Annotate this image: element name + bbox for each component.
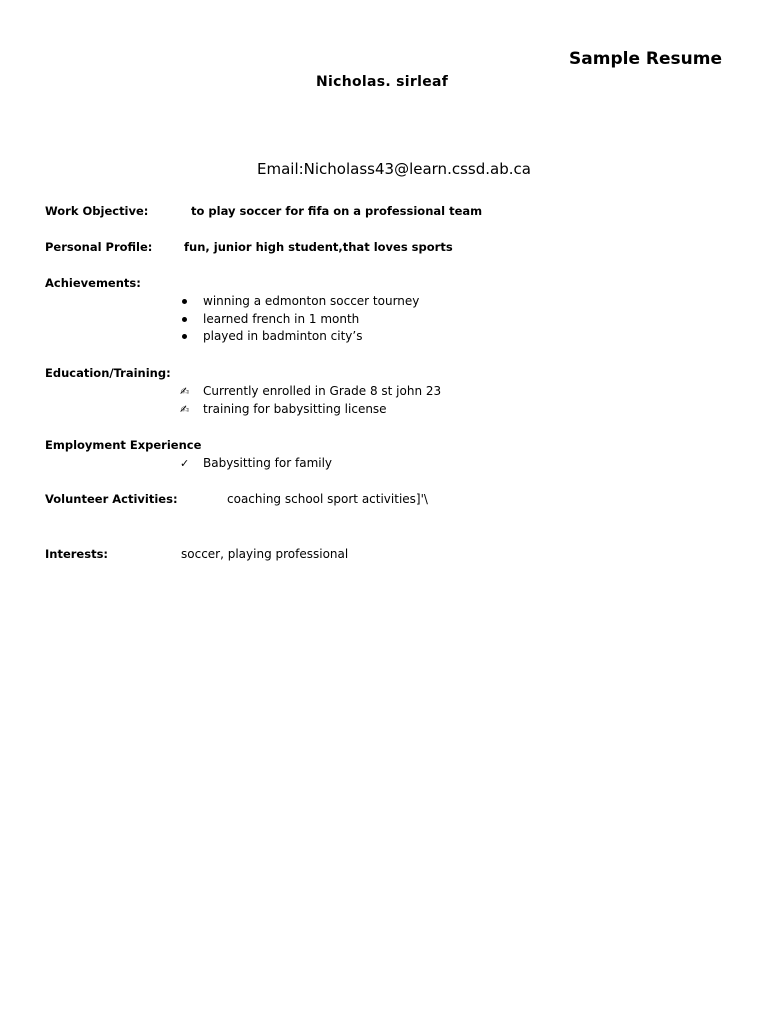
- education-label: Education/Training:: [45, 366, 171, 380]
- checkmark-icon: ✓: [180, 456, 190, 470]
- writing-hand-icon: ✍: [180, 402, 190, 416]
- interests-label: Interests:: [45, 547, 109, 561]
- personal-profile-value: fun, junior high student,that loves sports: [184, 240, 453, 254]
- education-item: [180, 384, 441, 398]
- education-item: [180, 402, 387, 416]
- bullet-icon: [182, 317, 187, 322]
- education-text: Currently enrolled in Grade 8 st john 23: [203, 384, 442, 398]
- achievement-text: winning a edmonton soccer tourney: [203, 294, 420, 308]
- achievement-item: [180, 294, 419, 308]
- document-title: Sample Resume: [569, 49, 722, 69]
- personal-profile-label: Personal Profile:: [45, 240, 153, 254]
- employment-label: Employment Experience: [45, 438, 202, 452]
- email-address: Email:Nicholass43@learn.cssd.ab.ca: [257, 160, 531, 178]
- interests-value: soccer, playing professional: [181, 547, 349, 561]
- achievements-label: Achievements:: [45, 276, 141, 290]
- bullet-icon: [182, 334, 187, 339]
- volunteer-label: Volunteer Activities:: [45, 492, 178, 506]
- employment-item: [180, 456, 332, 470]
- achievement-item: [180, 312, 359, 326]
- volunteer-value: coaching school sport activities]'\: [227, 492, 428, 506]
- candidate-name: Nicholas. sirleaf: [316, 74, 449, 90]
- work-objective-value: to play soccer for fifa on a professional team: [191, 204, 483, 218]
- bullet-icon: [182, 299, 187, 304]
- achievement-text: played in badminton city’s: [203, 329, 363, 343]
- achievement-item: [180, 329, 362, 343]
- writing-hand-icon: ✍: [180, 384, 190, 398]
- education-text: training for babysitting license: [203, 402, 387, 416]
- employment-text: Babysitting for family: [203, 456, 333, 470]
- work-objective-label: Work Objective:: [45, 204, 149, 218]
- achievement-text: learned french in 1 month: [203, 312, 360, 326]
